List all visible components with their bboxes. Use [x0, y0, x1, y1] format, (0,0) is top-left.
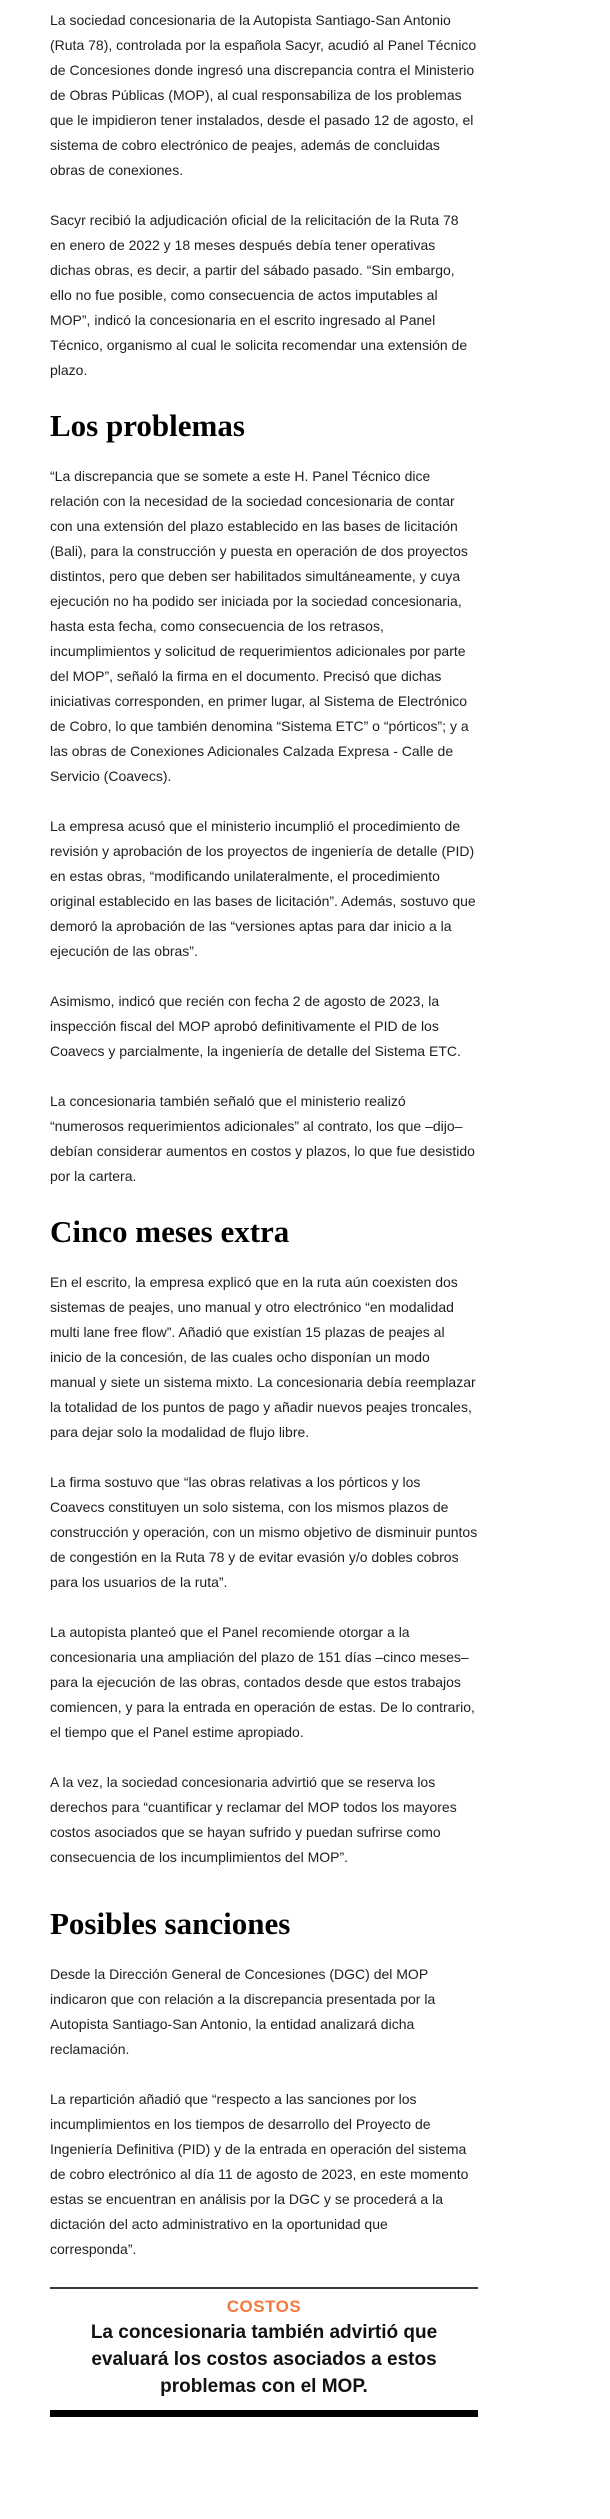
article-paragraph: La empresa acusó que el ministerio incumplió el procedimiento de revisión y aprobación de los proyectos de ingeniería de detalle (PID) en estas obras, “modificando unilateralmente, el procedimiento original establecido en las bases de licitación”. Además, sostuvo que demoró la aprobación de las “versiones aptas para dar inicio a la ejecución de las obras”. — [50, 818, 476, 959]
article-paragraph: A la vez, la sociedad concesionaria advirtió que se reserva los derechos para “cuantificar y reclamar del MOP todos los mayores costos asociados que se hayan sufrido y puedan sufrirse como consecuencia de los incumplimientos del MOP”. — [50, 1774, 457, 1865]
article-paragraph: La concesionaria también señaló que el ministerio realizó “numerosos requerimientos adicionales” al contrato, los que –dijo– debían considerar aumentos en costos y plazos, lo que fue desistido por la cartera. — [50, 1093, 475, 1184]
section-heading: Los problemas — [50, 408, 245, 443]
costs-box-label: COSTOS — [226, 2297, 302, 2316]
costs-highlight-box — [50, 2287, 478, 2417]
costs-box-text: La concesionaria también advirtió que evaluará los costos asociados a estos problemas con el MOP. — [90, 2322, 438, 2397]
costs-box-bottom-bar — [50, 2410, 478, 2417]
article-paragraph: La repartición añadió que “respecto a las sanciones por los incumplimientos en los tiempos de desarrollo del Proyecto de Ingeniería Definitiva (PID) y de la entrada en operación del sistema de cobro electrónico al día 11 de agosto de 2023, en este momento estas se encuentran en análisis por la DGC y se procederá a la dictación del acto administrativo en la oportunidad que corresponda”. — [50, 2091, 469, 2257]
section-heading: Posibles sanciones — [50, 1906, 291, 1941]
article-paragraph: La firma sostuvo que “las obras relativas a los pórticos y los Coavecs constituyen un solo sistema, con los mismos plazos de construcción y operación, con un mismo objetivo de disminuir puntos de congestión en la Ruta 78 y de evitar evasión y/o dobles cobros para los usuarios de la ruta”. — [50, 1474, 478, 1590]
section-heading: Cinco meses extra — [50, 1214, 290, 1249]
article-paragraph: Sacyr recibió la adjudicación oficial de la relicitación de la Ruta 78 en enero de 2022 y 18 meses después debía tener operativas dichas obras, es decir, a partir del sábado pasado. “Sin embargo, ello no fue posible, como consecuencia de actos imputables al MOP”, indicó la concesionaria en el escrito ingresado al Panel Técnico, organismo al cual le solicita recomendar una extensión de plazo. — [50, 212, 468, 378]
article-paragraph: “La discrepancia que se somete a este H. Panel Técnico dice relación con la necesidad de la sociedad concesionaria de contar con una extensión del plazo establecido en las bases de licitación (Bali), para la construcción y puesta en operación de dos proyectos distintos, pero que deben ser habilitados simultáneamente, y cuya ejecución no ha podido ser iniciada por la sociedad concesionaria, hasta esta fecha, como consecuencia de los retrasos, incumplimientos y solicitud de requerimientos adicionales por parte del MOP”, señaló la firma en el documento. Precisó que dichas iniciativas corresponden, en primer lugar, al Sistema de Electrónico de Cobro, lo que también denomina “Sistema ETC” o “pórticos”; y a las obras de Conexiones Adicionales Calzada Expresa - Calle de Servicio (Coavecs). — [50, 468, 469, 784]
article-paragraph: En el escrito, la empresa explicó que en la ruta aún coexisten dos sistemas de peajes, uno manual y otro electrónico “en modalidad multi lane free flow”. Añadió que existían 15 plazas de peajes al inicio de la concesión, de las cuales ocho disponían un modo manual y siete un sistema mixto. La concesionaria debía reemplazar la totalidad de los puntos de pago y añadir nuevos peajes troncales, para dejar solo la modalidad de flujo libre. — [50, 1274, 476, 1440]
article — [50, 0, 478, 2430]
article-paragraph: La autopista planteó que el Panel recomiende otorgar a la concesionaria una ampliación del plazo de 151 días –cinco meses– para la ejecución de las obras, contados desde que estos trabajos comiencen, y para la entrada en operación de estas. De lo contrario, el tiempo que el Panel estime apropiado. — [50, 1624, 475, 1740]
article-paragraph: La sociedad concesionaria de la Autopista Santiago-San Antonio (Ruta 78), controlada por la española Sacyr, acudió al Panel Técnico de Concesiones donde ingresó una discrepancia contra el Ministerio de Obras Públicas (MOP), al cual responsabiliza de los problemas que le impidieron tener instalados, desde el pasado 12 de agosto, el sistema de cobro electrónico de peajes, además de concluidas obras de conexiones. — [50, 12, 477, 178]
article-body — [50, 8, 478, 2262]
article-paragraph: Asimismo, indicó que recién con fecha 2 de agosto de 2023, la inspección fiscal del MOP aprobó definitivamente el PID de los Coavecs y parcialmente, la ingeniería de detalle del Sistema ETC. — [50, 993, 461, 1059]
article-paragraph: Desde la Dirección General de Concesiones (DGC) del MOP indicaron que con relación a la discrepancia presentada por la Autopista Santiago-San Antonio, la entidad analizará dicha reclamación. — [50, 1966, 436, 2057]
